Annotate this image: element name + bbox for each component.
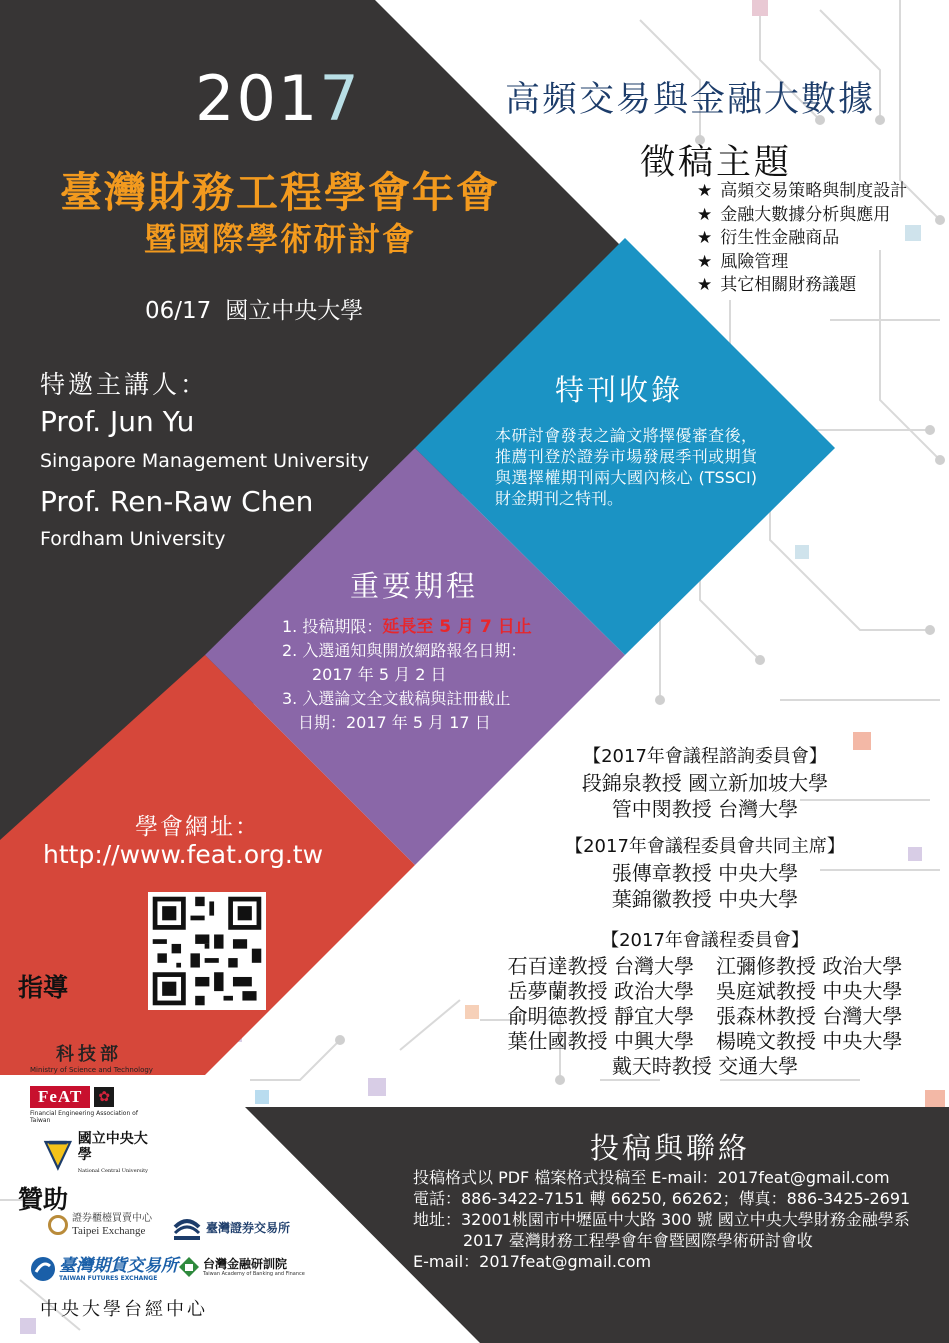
advisory-committee-title: 【2017年會議程諮詢委員會】 <box>583 746 827 767</box>
ncu-crest-icon <box>42 1135 74 1175</box>
twse-mark-icon <box>172 1213 202 1241</box>
committee-member: 江彌修教授 政治大學 <box>716 954 903 978</box>
committee-member: 石百達教授 台灣大學 <box>507 954 694 978</box>
contact-phone-fax: 電話：886-3422-7151 轉 66250, 66262；傳真：886-3425-2691 <box>413 1189 911 1208</box>
committee-member: 俞明德教授 靜宜大學 <box>507 1004 694 1028</box>
feat-logo: FeAT ✿ Financial Engineering Association of Taiwan <box>30 1087 138 1124</box>
website-link[interactable]: http://www.feat.org.tw <box>43 840 324 869</box>
most-logo: 科技部 Ministry of Science and Technology <box>30 1044 153 1074</box>
contact-address: 地址：32001桃園市中壢區中大路 300 號 國立中央大學財務金融學系 <box>413 1210 910 1229</box>
feat-emblem-icon: ✿ <box>94 1087 114 1107</box>
date-venue <box>145 292 363 325</box>
committee-member: 管中閔教授 台灣大學 <box>611 797 799 821</box>
event-date: 06/17 <box>145 298 212 324</box>
cfp-topics <box>697 180 907 298</box>
committee-member: 段錦泉教授 國立新加坡大學 <box>581 771 829 795</box>
date-item-3: 3. 入選論文全文截稿與註冊截止 <box>282 689 511 708</box>
cfp-title: 徵稿主題 <box>640 143 793 183</box>
committee-member: 岳夢蘭教授 政治大學 <box>507 979 694 1003</box>
speaker-1-affiliation: Singapore Management University <box>40 450 369 472</box>
tpex-logo: 證券櫃檯買賣中心 Taipei Exchange <box>48 1213 168 1237</box>
event-venue: 國立中央大學 <box>225 298 364 324</box>
program-committee <box>470 926 940 1079</box>
contact-body <box>413 1167 910 1272</box>
event-year: 2017 <box>195 62 361 135</box>
committee-member: 葉錦徽教授 中央大學 <box>611 887 799 911</box>
topic-item: ★ 風險管理 <box>697 251 907 275</box>
advisory-committee <box>470 742 940 822</box>
date-item-3-value: 日期：2017 年 5 月 17 日 <box>298 713 491 732</box>
guidance-label: 指導 <box>18 973 69 1002</box>
important-dates-list <box>282 615 532 735</box>
committee-row <box>470 1029 940 1054</box>
cochair-committee <box>470 832 940 912</box>
committee-row <box>470 979 940 1004</box>
contact-email[interactable]: E-mail：2017feat@gmail.com <box>413 1252 652 1271</box>
special-issue-title: 特刊收錄 <box>555 373 684 407</box>
date-item-1: 1. 投稿期限：延長至 5 月 7 日止 <box>282 617 532 637</box>
website-label: 學會網址： <box>135 814 260 840</box>
date-item-2-value: 2017 年 5 月 2 日 <box>312 665 447 684</box>
speaker-1-name: Prof. Jun Yu <box>40 405 195 438</box>
tabf-logo: 台灣金融研訓院 Taiwan Academy of Banking and Finance <box>178 1256 308 1278</box>
deadline-extension: 延長至 5 月 7 日止 <box>382 617 532 637</box>
committee-member: 葉仕國教授 中興大學 <box>507 1029 694 1053</box>
topic-item: ★ 高頻交易策略與制度設計 <box>697 180 907 204</box>
committee-row <box>470 1054 940 1079</box>
twse-logo: 臺灣證券交易所 <box>172 1213 312 1241</box>
special-issue-body: 本研討會發表之論文將擇優審查後，推薦刊登於證券市場發展季刊或期貨與選擇權期刊兩大國內核心 (TSSCI) 財金期刊之特刊。 <box>495 426 757 508</box>
committee-member: 張森林教授 台灣大學 <box>716 1004 903 1028</box>
committee-member: 楊曉文教授 中央大學 <box>716 1029 903 1053</box>
topic-item: ★ 其它相關財務議題 <box>697 274 907 298</box>
speaker-2-affiliation: Fordham University <box>40 528 226 550</box>
contact-address-recipient: 2017 臺灣財務工程學會年會暨國際學術研討會收 <box>463 1231 813 1250</box>
tpex-mark-icon <box>48 1215 68 1235</box>
cochair-committee-title: 【2017年會議程委員會共同主席】 <box>565 836 845 857</box>
event-subtitle: 暨國際學術研討會 <box>143 220 416 258</box>
topic-item: ★ 衍生性金融商品 <box>697 227 907 251</box>
committee-member: 張傳章教授 中央大學 <box>611 861 799 885</box>
sponsorship-label: 贊助 <box>18 1185 69 1214</box>
speaker-2-name: Prof. Ren-Raw Chen <box>40 485 314 518</box>
date-item-2: 2. 入選通知與開放網路報名日期： <box>282 641 527 660</box>
tabf-mark-icon <box>178 1256 200 1278</box>
contact-title: 投稿與聯絡 <box>590 1131 751 1165</box>
committee-member: 戴天時教授 交通大學 <box>611 1054 799 1078</box>
taifex-mark-icon <box>30 1256 56 1282</box>
event-title: 臺灣財務工程學會年會 <box>59 168 500 217</box>
committee-row <box>470 954 940 979</box>
qr-code[interactable] <box>148 892 266 1010</box>
conference-theme: 高頻交易與金融大數據 <box>505 80 876 120</box>
committee-member: 吳庭斌教授 中央大學 <box>716 979 903 1003</box>
keynote-label: 特邀主講人： <box>40 370 209 399</box>
topic-item: ★ 金融大數據分析與應用 <box>697 204 907 228</box>
contact-submission: 投稿格式以 PDF 檔案格式投稿至 E-mail：2017feat@gmail.com <box>413 1168 890 1187</box>
important-dates-title: 重要期程 <box>350 569 479 603</box>
committee-row <box>470 1004 940 1029</box>
tcc-logo-text: 中央大學台經中心 <box>40 1299 208 1320</box>
program-committee-title: 【2017年會議程委員會】 <box>601 930 809 951</box>
taifex-logo: 臺灣期貨交易所 TAIWAN FUTURES EXCHANGE <box>30 1256 180 1282</box>
ncu-logo: 國立中央大學 National Central University <box>42 1131 152 1179</box>
